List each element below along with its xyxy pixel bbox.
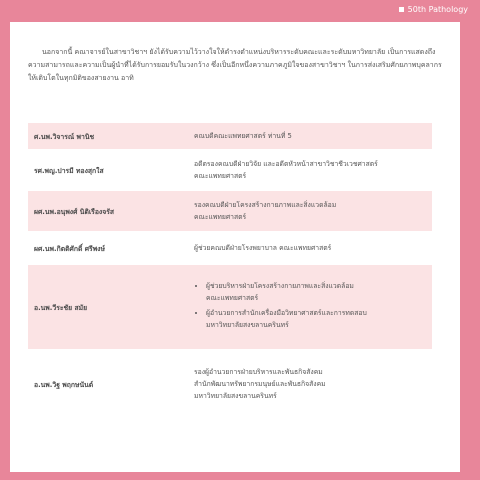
position-line: มหาวิทยาลัยสงขลานครินทร์ bbox=[206, 321, 289, 329]
left-border bbox=[0, 22, 10, 480]
table-row bbox=[28, 349, 432, 419]
position-line: รองคณบดีฝ่ายโครงสร้างกายภาพและสิ่งแวดล้อม bbox=[194, 201, 337, 209]
position-line: รองผู้อำนวยการฝ่ายบริหารและพันธกิจสังคม bbox=[194, 368, 323, 376]
table-row bbox=[28, 231, 432, 265]
bottom-border bbox=[0, 472, 480, 480]
position-line: คณบดีคณะแพทยศาสตร์ ท่านที่ 5 bbox=[194, 132, 292, 140]
position-line: คณะแพทยศาสตร์ bbox=[206, 294, 259, 302]
position-line: มหาวิทยาลัยสงขลานครินทร์ bbox=[194, 392, 277, 400]
person-name: ผศ.นพ.กิตติศักดิ์ ศรีพงษ์ bbox=[34, 244, 105, 253]
position-line: ผู้ช่วยคณบดีฝ่ายโรงพยาบาล คณะแพทยศาสตร์ bbox=[194, 244, 332, 252]
position-cell bbox=[188, 149, 432, 191]
intro-paragraph: นอกจากนี้ คณาจารย์ในสาขาวิชาฯ ยังได้รับความไว้วางใจให้ดำรงตำแหน่งบริหารระดับคณะและระดับมหาวิทยาลัย เป็นการแสดงถึงความสามารถและความเป็นผู้นำที่ได้รับการยอมรับในวงกว้าง ซึ่งเป็นอีกหนึ่งความภาคภูมิใจของสาขาวิชาฯ ในการส่งเสริมศักยภาพบุคลากรให้เติบโตในทุกมิติของสายงาน อาทิ bbox=[28, 48, 442, 82]
table-row bbox=[28, 265, 432, 349]
table-row bbox=[28, 149, 432, 191]
person-name: อ.นพ.วีระชัย สมัย bbox=[28, 265, 188, 349]
header-bar bbox=[0, 0, 480, 22]
header-title: 50th Pathology bbox=[407, 5, 468, 14]
position-cell bbox=[188, 231, 432, 265]
position-cell bbox=[188, 349, 432, 419]
position-line: สำนักพัฒนาทรัพยากรมนุษย์และพันธกิจสังคม bbox=[194, 380, 326, 388]
table-row bbox=[28, 123, 432, 149]
person-name: ผศ.นพ.อนุพงศ์ นิติเรืองจรัส bbox=[28, 191, 188, 231]
position-line: คณะแพทยศาสตร์ bbox=[194, 213, 247, 221]
faculty-table bbox=[28, 123, 432, 419]
position-line: คณะแพทยศาสตร์ bbox=[194, 172, 247, 180]
position-cell bbox=[188, 123, 432, 149]
header-label bbox=[399, 5, 468, 14]
position-list bbox=[194, 280, 426, 331]
person-name: รศ.พญ.ปารมี ทองสุกใส bbox=[34, 166, 104, 175]
list-item bbox=[206, 307, 426, 331]
list-item bbox=[206, 280, 426, 304]
person-name: ศ.นพ.วิจารณ์ พานิช bbox=[28, 123, 188, 149]
right-border bbox=[460, 22, 480, 480]
position-cell bbox=[188, 265, 432, 349]
position-line: • ผู้อำนวยการสำนักเครื่องมือวิทยาศาสตร์และการทดสอบ bbox=[206, 309, 367, 317]
position-cell bbox=[188, 191, 432, 231]
person-name: อ.นพ.วิฐ พฤกษนันต์ bbox=[34, 380, 94, 389]
square-bullet-icon bbox=[399, 7, 404, 12]
page-number: 88 bbox=[440, 427, 458, 440]
table-row bbox=[28, 191, 432, 231]
position-line: อดีตรองคณบดีฝ่ายวิจัย และอดีตหัวหน้าสาขาวิชาชีวเวชศาสตร์ bbox=[194, 160, 378, 168]
position-line: • ผู้ช่วยบริหารฝ่ายโครงสร้างกายภาพและสิ่งแวดล้อม bbox=[206, 282, 354, 290]
